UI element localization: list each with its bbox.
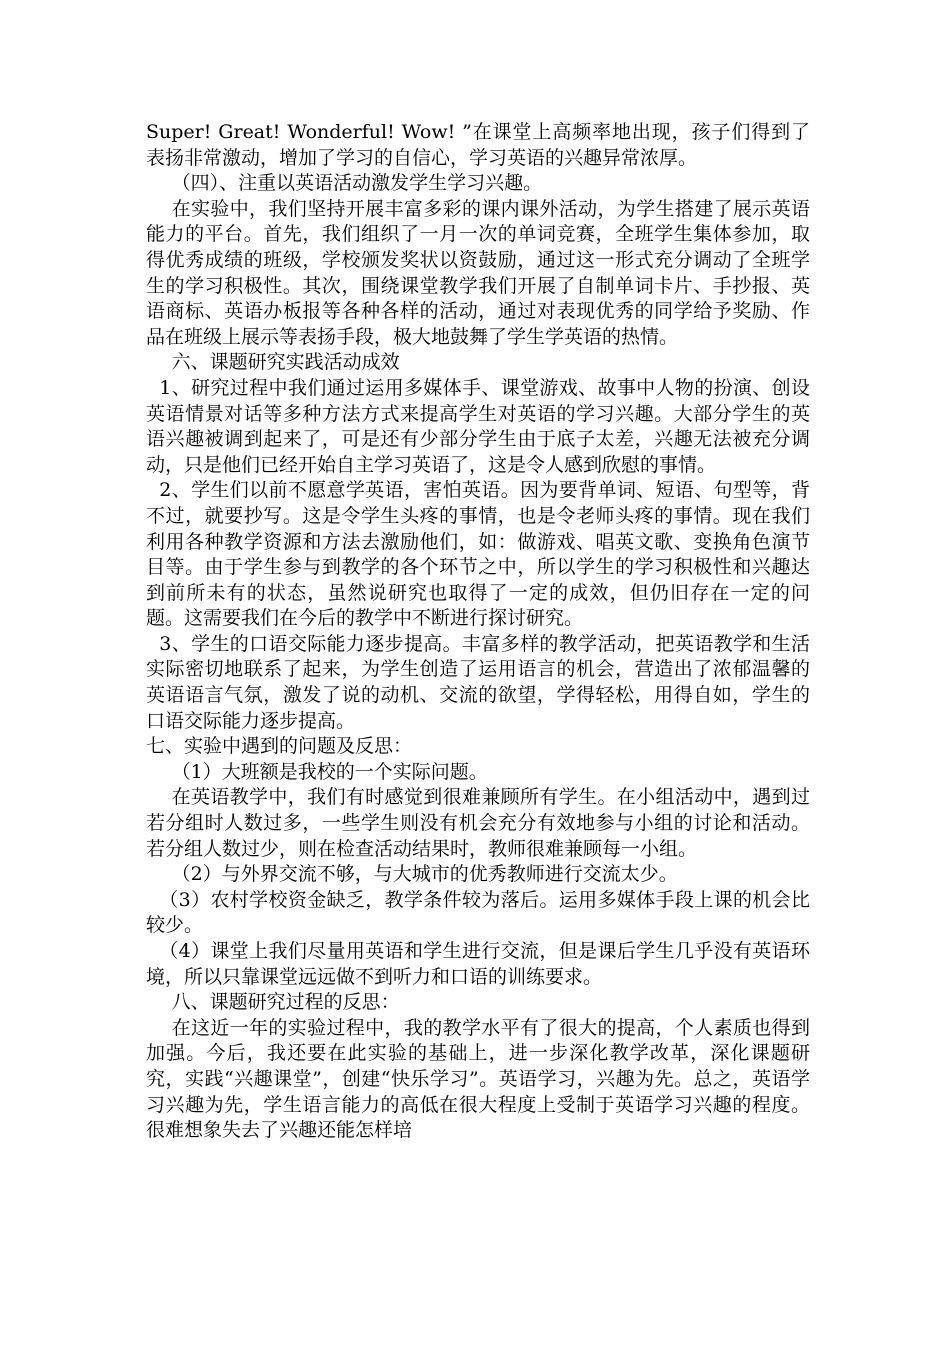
paragraph-result-1: 1、研究过程中我们通过运用多媒体手、课堂游戏、故事中人物的扮演、创设英语情景对话等多种方法方式来提高学生对英语的学习兴趣。大部分学生的英语兴趣被调到起来了，可是还有少部分学生由于底子太差，兴趣无法被充分调动，只是他们已经开始自主学习英语了，这是令人感到欣慰的事情。	[146, 376, 810, 476]
paragraph-reflection: 在这近一年的实验过程中，我的教学水平有了很大的提高，个人素质也得到加强。今后，我还要在此实验的基础上，进一步深化教学改革，深化课题研究，实践“兴趣课堂”，创建“快乐学习”。英语学习，兴趣为先。总之，英语学习兴趣为先，学生语言能力的高低在很大程度上受制于英语学习兴趣的程度。很难想象失去了兴趣还能怎样培	[146, 1016, 810, 1142]
heading-section-six: 六、课题研究实践活动成效	[171, 351, 400, 374]
heading-section-four: （四）、注重以英语活动激发学生学习兴趣。	[171, 172, 543, 195]
paragraph-problem-4: （4）课堂上我们尽量用英语和学生进行交流，但是课后学生几乎没有英语环境，所以只靠课堂远远做不到听力和口语的训练要求。	[146, 940, 810, 988]
paragraph-problem-1-detail: 在英语教学中，我们有时感觉到很难兼顾所有学生。在小组活动中，遇到过若分组时人数过多，一些学生则没有机会充分有效地参与小组的讨论和活动。若分组人数过少，则在检查活动结果时，教师很难兼顾每一小组。	[146, 786, 810, 860]
paragraph-result-2: 2、学生们以前不愿意学英语，害怕英语。因为要背单词、短语、句型等，背不过，就要抄写。这是令学生头疼的事情，也是令老师头疼的事情。现在我们利用各种教学资源和方法去激励他们，如：做游戏、唱英文歌、变换角色演节目等。由于学生参与到教学的各个环节之中，所以学生的学习积极性和兴趣达到前所未有的状态，虽然说研究也取得了一定的成效，但仍旧存在一定的问题。这需要我们在今后的教学中不断进行探讨研究。	[146, 479, 810, 630]
paragraph-activities: 在实验中，我们坚持开展丰富多彩的课内课外活动，为学生搭建了展示英语能力的平台。首先，我们组织了一月一次的单词竞赛，全班学生集体参加，取得优秀成绩的班级，学校颁发奖状以资鼓励，通过这一形式充分调动了全班学生的学习积极性。其次，围绕课堂教学我们开展了自制单词卡片、手抄报、英语商标、英语办板报等各种各样的活动，通过对表现优秀的同学给予奖励、作品在班级上展示等表扬手段，极大地鼓舞了学生学英语的热情。	[146, 197, 810, 348]
document-body	[146, 120, 810, 1144]
heading-section-seven: 七、实验中遇到的问题及反思：	[146, 735, 413, 758]
paragraph-praise-words: Super! Great! Wonderful! Wow! ”在课堂上高频率地出现，孩子们得到了表扬非常激动，增加了学习的自信心，学习英语的兴趣异常浓厚。	[146, 121, 810, 169]
paragraph-problem-3: （3）农村学校资金缺乏，教学条件较为落后。运用多媒体手段上课的机会比较少。	[146, 888, 810, 937]
paragraph-result-3: 3、学生的口语交际能力逐步提高。丰富多样的教学活动，把英语教学和生活实际密切地联系了起来，为学生创造了运用语言的机会，营造出了浓郁温馨的英语语言气氛，激发了说的动机、交流的欲望，学得轻松，用得自如，学生的口语交际能力逐步提高。	[146, 632, 810, 732]
paragraph-problem-2: （2）与外界交流不够，与大城市的优秀教师进行交流太少。	[171, 863, 678, 886]
heading-section-eight: 八、课题研究过程的反思：	[171, 991, 400, 1014]
paragraph-problem-1: （1）大班额是我校的一个实际问题。	[171, 760, 488, 783]
